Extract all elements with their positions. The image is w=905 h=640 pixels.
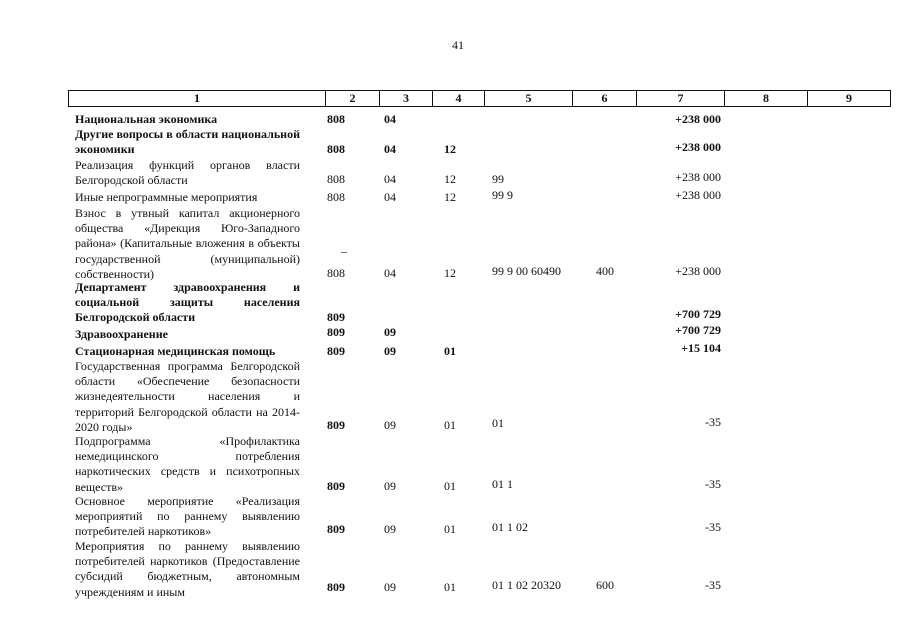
cell-col-7: +238 000: [675, 188, 721, 202]
cell-col-2: 809: [327, 479, 345, 493]
cell-col-4: 01: [444, 344, 456, 358]
cell-col-5: 99 9: [492, 188, 513, 202]
cell-col-4: 12: [444, 142, 456, 156]
cell-col-5: 01 1 02 20320: [492, 578, 561, 592]
cell-col-2: 808: [327, 112, 345, 126]
row-description: Департамент здравоохранения и социальной защиты населения Белгородской области: [75, 280, 300, 325]
cell-col-2: 808: [327, 172, 345, 186]
header-col-3: 3: [380, 91, 433, 106]
cell-col-7: +238 000: [675, 112, 721, 126]
cell-col-4: 01: [444, 479, 456, 493]
page-number: 41: [452, 38, 464, 52]
header-col-8: 8: [725, 91, 808, 106]
cell-col-3: 09: [384, 479, 396, 493]
cell-col-4: 01: [444, 580, 456, 594]
cell-col-6: 400: [596, 264, 614, 278]
cell-col-3: 09: [384, 580, 396, 594]
cell-col-7: +700 729: [675, 323, 721, 337]
cell-col-7: -35: [705, 477, 721, 491]
cell-col-3: 09: [384, 325, 396, 339]
cell-col-7: -35: [705, 415, 721, 429]
cell-col-2: 808: [327, 266, 345, 280]
header-col-1: 1: [69, 91, 326, 106]
cell-col-2: 809: [327, 580, 345, 594]
header-col-2: 2: [326, 91, 380, 106]
row-description: Основное мероприятие «Реализация мероприятий по раннему выявлению потребителей наркотиков»: [75, 494, 300, 539]
header-col-9: 9: [846, 91, 852, 105]
cell-col-7: +238 000: [675, 264, 721, 278]
cell-col-5: 99 9 00 60490: [492, 264, 561, 278]
cell-col-5: 01 1 02: [492, 520, 528, 534]
cell-col-2: 808: [327, 142, 345, 156]
header-col-4: 4: [433, 91, 485, 106]
row-description: Подпрограмма «Профилактика немедицинского потребления наркотических средств и психотропных веществ»: [75, 434, 300, 494]
row-description: Стационарная медицинская помощь: [75, 344, 276, 358]
row-description: Другие вопросы в области национальной экономики: [75, 127, 300, 157]
cell-col-3: 09: [384, 522, 396, 536]
table-header: [68, 90, 891, 107]
cell-col-7: -35: [705, 578, 721, 592]
cell-col-5: 01: [492, 416, 504, 430]
cell-col-2: 809: [327, 418, 345, 432]
cell-col-6: 600: [596, 578, 614, 592]
cell-col-2: 809: [327, 325, 345, 339]
cell-col-2: 809: [327, 310, 345, 324]
row-description: Национальная экономика: [75, 112, 218, 126]
header-col-7: 7: [637, 91, 725, 106]
row-description: Взнос в утвный капитал акционерного общества «Дирекция Юго-Западного района» (Капитальные вложения в объекты государственной (муниципальной) собственности): [75, 206, 300, 281]
cell-col-7: +238 000: [675, 140, 721, 154]
cell-col-3: 04: [384, 112, 396, 126]
header-col-5: 5: [485, 91, 573, 106]
cell-col-3: 04: [384, 266, 396, 280]
stray-dash-mark: –: [341, 244, 347, 258]
cell-col-4: 01: [444, 522, 456, 536]
cell-col-2: 809: [327, 344, 345, 358]
cell-col-5: 99: [492, 172, 504, 186]
cell-col-4: 12: [444, 190, 456, 204]
cell-col-7: +700 729: [675, 307, 721, 321]
cell-col-3: 09: [384, 344, 396, 358]
cell-col-7: +238 000: [675, 170, 721, 184]
cell-col-7: +15 104: [681, 341, 721, 355]
header-col-6: 6: [573, 91, 637, 106]
cell-col-3: 09: [384, 418, 396, 432]
cell-col-3: 04: [384, 142, 396, 156]
row-description: Мероприятия по раннему выявлению потребителей наркотиков (Предоставление субсидий бюджетным, автономным учреждениям и иным: [75, 539, 300, 599]
row-description: Здравоохранение: [75, 327, 168, 341]
cell-col-2: 808: [327, 190, 345, 204]
cell-col-5: 01 1: [492, 477, 513, 491]
row-description: Иные непрограммные мероприятия: [75, 190, 258, 204]
row-description: Реализация функций органов власти Белгородской области: [75, 158, 300, 188]
cell-col-4: 12: [444, 266, 456, 280]
cell-col-4: 12: [444, 172, 456, 186]
cell-col-3: 04: [384, 190, 396, 204]
cell-col-4: 01: [444, 418, 456, 432]
cell-col-2: 809: [327, 522, 345, 536]
cell-col-7: -35: [705, 520, 721, 534]
row-description: Государственная программа Белгородской области «Обеспечение безопасности жизнедеятельности населения и территорий Белгородской области на 2014-2020 годы»: [75, 359, 300, 434]
cell-col-3: 04: [384, 172, 396, 186]
